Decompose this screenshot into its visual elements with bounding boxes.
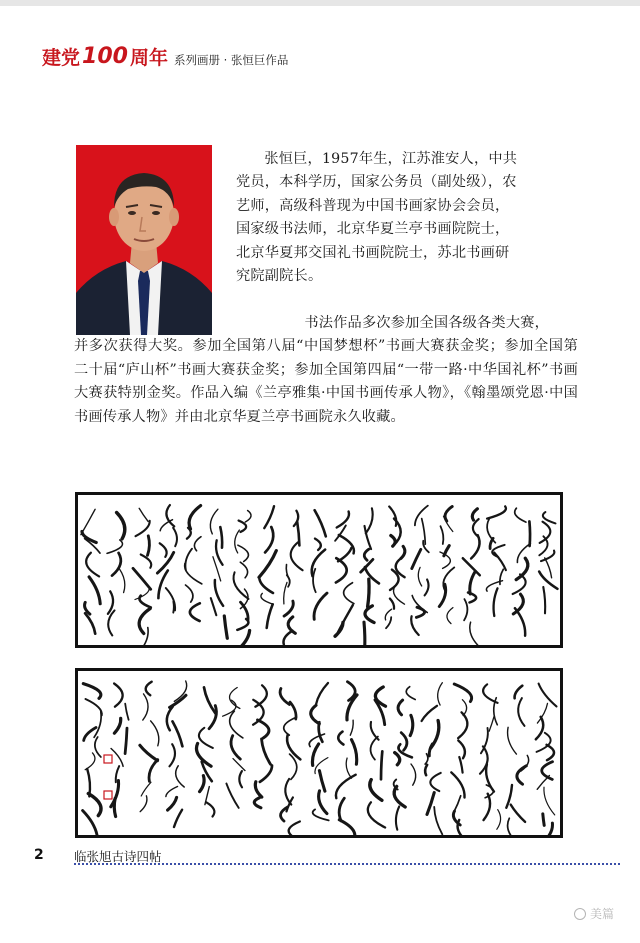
brush-stroke — [86, 553, 99, 577]
brush-stroke — [140, 796, 147, 812]
brush-stroke — [258, 720, 269, 738]
brush-stroke — [395, 753, 400, 765]
brush-stroke — [194, 537, 201, 551]
brush-stroke — [368, 802, 385, 827]
brush-stroke — [406, 687, 415, 700]
brush-stroke — [543, 814, 544, 826]
calligraphy-artwork-1 — [75, 492, 563, 648]
brush-stroke — [370, 780, 382, 801]
brush-stroke — [490, 538, 493, 548]
bio-line-1: 张恒巨，1957年生，江苏淮安人，中共 — [264, 151, 518, 167]
bio-paragraph-1 — [236, 148, 576, 288]
brush-stroke — [168, 797, 177, 810]
brush-stroke — [313, 569, 316, 592]
watermark — [574, 905, 614, 922]
brush-stroke — [236, 631, 250, 646]
brush-stroke — [394, 786, 405, 807]
brush-stroke — [206, 802, 214, 816]
brush-stroke — [174, 810, 182, 827]
brush-stroke — [230, 711, 243, 738]
brush-stroke — [190, 603, 200, 621]
brush-stroke — [143, 694, 148, 720]
brush-stroke — [440, 552, 450, 568]
brush-stroke — [364, 549, 369, 560]
brush-stroke — [398, 700, 403, 715]
brush-stroke — [262, 739, 271, 764]
brush-stroke — [170, 744, 175, 766]
brush-stroke — [319, 791, 327, 814]
cursive-calligraphy-icon — [78, 495, 560, 645]
brush-stroke — [173, 721, 183, 746]
brush-stroke — [135, 587, 149, 600]
brush-stroke — [539, 572, 557, 589]
portrait-icon — [76, 145, 212, 335]
brush-stroke — [210, 509, 218, 534]
brush-stroke — [89, 577, 100, 604]
brush-stroke — [220, 527, 222, 548]
brush-stroke — [441, 526, 444, 544]
brush-stroke — [415, 506, 428, 526]
brush-stroke — [233, 759, 245, 771]
brush-stroke — [280, 689, 289, 705]
brush-stroke — [412, 549, 421, 568]
brush-stroke — [136, 521, 150, 536]
brush-stroke — [319, 722, 323, 742]
watermark-text: 美篇 — [590, 907, 615, 921]
brush-stroke — [239, 771, 242, 787]
bio-line-5: 北京华夏邦交国礼书画院院士，苏北书画研 — [236, 244, 510, 261]
brush-stroke — [394, 583, 405, 604]
brush-stroke — [410, 715, 413, 735]
brush-stroke — [368, 579, 369, 607]
brush-stroke — [133, 568, 151, 589]
brush-stroke — [371, 737, 378, 760]
brush-stroke — [544, 787, 555, 815]
brush-stroke — [107, 540, 123, 554]
brush-stroke — [160, 520, 172, 531]
brush-stroke — [339, 535, 354, 553]
brush-stroke — [149, 760, 158, 782]
brush-stroke — [283, 631, 292, 645]
brush-stroke — [237, 619, 248, 630]
brush-stroke — [108, 591, 113, 614]
brush-stroke — [540, 522, 551, 543]
brush-stroke — [265, 527, 273, 552]
brush-stroke — [459, 757, 462, 773]
brush-stroke — [439, 584, 445, 606]
bio-line-4: 国家级书法师，北京华夏兰亭书画院院士， — [236, 221, 510, 238]
brush-stroke — [86, 699, 102, 715]
page-number: 2 — [34, 847, 44, 863]
brush-stroke — [545, 558, 552, 578]
brush-stroke — [189, 506, 201, 529]
brush-stroke — [312, 744, 318, 765]
brush-stroke — [381, 751, 382, 779]
brush-stroke — [176, 766, 185, 787]
brush-stroke — [260, 766, 272, 782]
brush-stroke — [425, 754, 428, 764]
brush-stroke — [281, 807, 288, 821]
brush-stroke — [508, 727, 517, 754]
brush-stroke — [160, 543, 167, 557]
brush-stroke — [492, 545, 504, 557]
brush-stroke — [422, 706, 437, 721]
brush-stroke — [112, 553, 121, 576]
brush-stroke — [254, 798, 261, 808]
brush-stroke — [185, 549, 192, 570]
brush-stroke — [500, 569, 503, 584]
brush-stroke — [111, 749, 123, 767]
brush-stroke — [470, 622, 481, 645]
brush-stroke — [339, 820, 355, 835]
bio-paragraph-2 — [74, 312, 578, 429]
brush-stroke — [311, 705, 320, 724]
brush-stroke — [287, 575, 290, 587]
brush-stroke — [515, 508, 526, 522]
brush-stroke — [140, 745, 158, 760]
brush-stroke — [211, 598, 217, 615]
bio-line-3: 艺师，高级科普现为中国书画家协会会员， — [236, 197, 510, 214]
brush-stroke — [497, 810, 501, 830]
brush-stroke — [458, 820, 470, 835]
brush-stroke — [108, 610, 114, 635]
brush-stroke — [83, 684, 101, 699]
brush-stroke — [125, 728, 127, 753]
header — [42, 34, 288, 68]
brush-stroke — [167, 707, 173, 731]
brush-stroke — [337, 512, 349, 528]
brush-stroke — [85, 613, 95, 633]
bio-p2-rest: 并多次获得大奖。参加全国第八届“中国梦想杯”书画大赛获金奖；参加全国第二十届“庐山杯”书画大赛获金奖；参加全国第四届“一带一路·中华国礼杯”书画大赛获特别金奖。作品入编《兰亭雅集·中国书画传承人物》，《翰墨颂党恩·中国书画传承人物》并由北京华夏兰亭书画院永久收藏。 — [74, 338, 578, 425]
brush-stroke — [518, 698, 524, 726]
brush-stroke — [83, 811, 97, 835]
brush-stroke — [444, 516, 453, 531]
brush-stroke — [187, 528, 191, 539]
brush-stroke — [418, 567, 421, 586]
brush-stroke — [515, 686, 523, 699]
brush-stroke — [529, 522, 530, 547]
brush-stroke — [344, 583, 354, 604]
brush-stroke — [114, 684, 123, 707]
brush-stroke — [290, 702, 296, 719]
footer-dotted-divider — [74, 863, 620, 865]
logo-number: 100 — [82, 44, 128, 69]
bio-line-6: 究院副院长。 — [236, 268, 323, 285]
brush-stroke — [119, 569, 124, 593]
brush-stroke — [425, 580, 429, 596]
brush-stroke — [289, 822, 300, 836]
brush-stroke — [463, 558, 480, 575]
brush-stroke — [401, 733, 407, 751]
brush-stroke — [352, 740, 357, 765]
brush-stroke — [494, 553, 506, 571]
brush-stroke — [315, 758, 328, 774]
portrait-photo — [76, 145, 212, 335]
brush-stroke — [494, 588, 498, 616]
brush-stroke — [447, 608, 453, 624]
brush-stroke — [350, 720, 353, 735]
header-subtitle: 系列画册 · 张恒巨作品 — [173, 52, 289, 67]
brush-stroke — [200, 776, 205, 792]
brush-stroke — [438, 683, 443, 705]
brush-stroke — [114, 798, 115, 816]
brush-stroke — [185, 564, 202, 584]
brush-stroke — [166, 787, 178, 797]
red-seal-stamp — [104, 755, 112, 763]
brush-stroke — [287, 735, 300, 760]
logo-prefix: 建党 — [42, 47, 81, 69]
brush-stroke — [260, 579, 274, 593]
brush-stroke — [139, 508, 148, 521]
brush-stroke — [396, 807, 399, 830]
brush-stroke — [186, 585, 193, 602]
brush-stroke — [365, 606, 374, 623]
brush-stroke — [386, 617, 391, 628]
brush-stroke — [473, 519, 479, 536]
brush-stroke — [346, 758, 351, 778]
brush-stroke — [464, 599, 467, 620]
brush-stroke — [284, 601, 293, 616]
brush-stroke — [316, 683, 328, 704]
brush-stroke — [416, 607, 424, 617]
brush-stroke — [245, 511, 251, 523]
brush-stroke — [170, 695, 186, 707]
bio-line-2: 党员，本科学历，国家公务员（副处级），农 — [236, 174, 517, 191]
brush-stroke — [487, 506, 506, 518]
brush-stroke — [547, 745, 554, 760]
logo-suffix: 周年 — [129, 47, 168, 69]
brush-stroke — [537, 776, 549, 790]
brush-stroke — [401, 546, 405, 558]
brush-stroke — [231, 736, 240, 760]
brush-stroke — [454, 684, 471, 702]
brush-stroke — [434, 807, 442, 834]
top-bar — [0, 0, 640, 6]
brush-stroke — [95, 737, 101, 757]
brush-stroke — [85, 753, 95, 770]
brush-stroke — [84, 728, 96, 741]
brush-stroke — [411, 764, 416, 785]
brush-stroke — [255, 782, 261, 797]
brush-stroke — [472, 509, 477, 520]
brush-stroke — [173, 528, 177, 546]
brush-stroke — [427, 793, 434, 815]
brush-stroke — [235, 530, 240, 553]
brush-stroke — [364, 622, 365, 645]
brush-stroke — [226, 784, 238, 808]
brush-stroke — [366, 508, 373, 533]
brush-stroke — [543, 587, 545, 613]
cursive-calligraphy-icon — [78, 671, 560, 835]
brush-stroke — [284, 582, 287, 604]
brush-stroke — [339, 798, 344, 821]
brush-stroke — [315, 539, 321, 550]
footer-title: 临张旭古诗四帖 — [74, 849, 162, 864]
brush-stroke — [335, 623, 343, 637]
brush-stroke — [146, 682, 152, 696]
brush-stroke — [470, 571, 476, 594]
brush-stroke — [230, 688, 240, 709]
brush-stroke — [315, 510, 326, 536]
brush-stroke — [151, 721, 159, 746]
brush-stroke — [314, 593, 327, 619]
brush-stroke — [158, 571, 167, 599]
brush-stroke — [148, 536, 150, 555]
brush-stroke — [261, 593, 273, 604]
brush-stroke — [267, 604, 273, 628]
brush-stroke — [445, 507, 452, 522]
brush-stroke — [240, 562, 247, 578]
meipian-logo-icon — [574, 908, 586, 920]
brush-stroke — [430, 773, 440, 791]
footer — [34, 845, 588, 865]
brush-stroke — [238, 545, 249, 561]
brush-stroke — [489, 716, 494, 731]
brush-stroke — [215, 580, 223, 606]
brush-stroke — [125, 704, 128, 720]
brush-stroke — [114, 718, 120, 733]
brush-stroke — [173, 602, 174, 613]
brush-stroke — [390, 599, 394, 609]
brush-stroke — [471, 535, 479, 558]
brush-stroke — [389, 507, 396, 526]
brush-stroke — [259, 551, 276, 578]
brush-stroke — [291, 542, 303, 570]
brush-stroke — [264, 506, 274, 528]
brush-stroke — [458, 712, 467, 738]
brush-stroke — [451, 772, 464, 797]
brush-stroke — [458, 741, 465, 759]
brush-stroke — [224, 616, 227, 638]
brush-stroke — [508, 818, 519, 835]
calligraphy-artwork-2 — [75, 668, 563, 838]
brush-stroke — [204, 687, 215, 713]
brush-stroke — [94, 712, 101, 738]
bio-p2-first: 书法作品多次参加全国各级各类大赛， — [304, 315, 549, 331]
brush-stroke — [542, 762, 553, 780]
brush-stroke — [199, 728, 213, 748]
brush-stroke — [241, 602, 249, 620]
brush-stroke — [336, 775, 356, 799]
brush-stroke — [468, 593, 476, 603]
brush-stroke — [511, 805, 525, 822]
brush-stroke — [117, 513, 125, 539]
brush-stroke — [319, 771, 325, 792]
brush-stroke — [141, 555, 152, 568]
red-seal-stamp — [104, 791, 112, 799]
brush-stroke — [223, 700, 236, 716]
brush-stroke — [365, 567, 379, 583]
brush-stroke — [391, 536, 395, 547]
brush-stroke — [82, 532, 96, 543]
brush-stroke — [425, 765, 427, 775]
brush-stroke — [411, 616, 418, 635]
brush-stroke — [141, 782, 151, 796]
brush-stroke — [338, 732, 343, 745]
brush-stroke — [429, 744, 432, 756]
brush-stroke — [543, 512, 556, 523]
brush-stroke — [290, 754, 297, 779]
brush-stroke — [539, 536, 547, 555]
